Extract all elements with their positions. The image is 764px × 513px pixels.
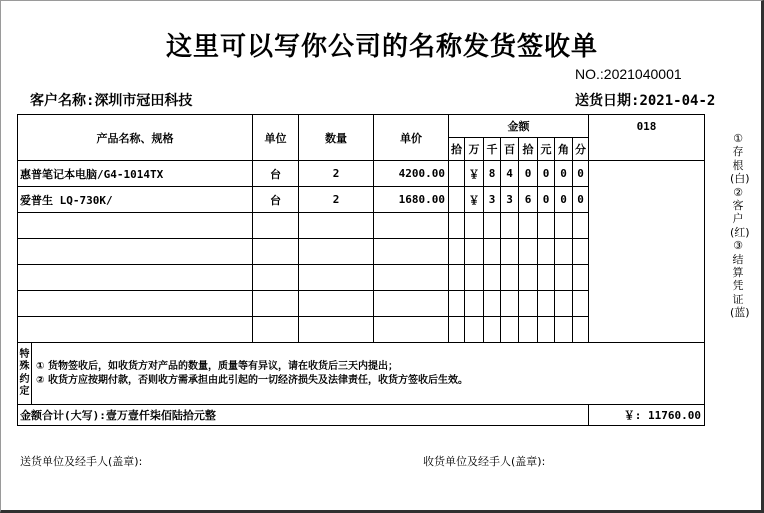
- code-cell: 018: [589, 115, 705, 161]
- amount-digit-cell: [501, 213, 519, 239]
- price-cell: 1680.00: [374, 187, 449, 213]
- amount-digit-cell: 0: [573, 161, 589, 187]
- amount-digit-cell: [538, 291, 555, 317]
- amount-digit-cell: 0: [555, 187, 573, 213]
- amount-digit-cell: [555, 317, 573, 343]
- amount-digit-cell: [573, 213, 589, 239]
- amount-digit-cell: [449, 317, 465, 343]
- col-header-qty: 数量: [299, 115, 374, 161]
- qty-cell: [299, 317, 374, 343]
- price-cell: [374, 317, 449, 343]
- receiver-signature: 收货单位及经手人(盖章):: [423, 455, 546, 468]
- amount-digit-cell: [555, 239, 573, 265]
- amount-digit-cell: [484, 291, 501, 317]
- amount-digit-cell: [538, 317, 555, 343]
- price-cell: [374, 213, 449, 239]
- amount-digit-cell: [519, 291, 538, 317]
- special-terms-cell: [18, 343, 705, 405]
- amount-digit-cell: 0: [538, 187, 555, 213]
- qty-cell: [299, 291, 374, 317]
- qty-cell: [299, 239, 374, 265]
- header-row: [18, 115, 705, 138]
- amount-digit-cell: [555, 291, 573, 317]
- amount-digit-cell: [484, 213, 501, 239]
- amount-digit-cell: [484, 239, 501, 265]
- amount-digit-cell: [449, 239, 465, 265]
- amount-digit-cell: [555, 213, 573, 239]
- amount-digit-cell: [501, 265, 519, 291]
- table-row: [18, 161, 705, 187]
- amount-digit-cell: 4: [501, 161, 519, 187]
- ship-date: [575, 90, 715, 110]
- digit-header: 元: [538, 138, 555, 161]
- total-amount-value: ￥: 11760.00: [589, 405, 705, 426]
- unit-cell: [253, 291, 299, 317]
- product-cell: [18, 317, 253, 343]
- ship-date-value: 2021-04-2: [639, 93, 716, 109]
- special-term-line: ② 收货方应按期付款，否则收方需承担由此引起的一切经济损失及法律责任，收货方签收后生效。: [36, 374, 468, 386]
- digit-header: 角: [555, 138, 573, 161]
- unit-cell: [253, 213, 299, 239]
- amount-digit-cell: [519, 213, 538, 239]
- amount-digit-cell: [449, 161, 465, 187]
- amount-digit-cell: [538, 213, 555, 239]
- amount-digit-cell: [449, 265, 465, 291]
- amount-digit-cell: [573, 239, 589, 265]
- special-terms-label: 特殊约定: [18, 343, 32, 404]
- amount-digit-cell: ￥: [465, 187, 484, 213]
- amount-digit-cell: [573, 317, 589, 343]
- price-cell: [374, 239, 449, 265]
- side-blank-cell: [589, 161, 705, 343]
- digit-header: 分: [573, 138, 589, 161]
- col-header-unit: 单位: [253, 115, 299, 161]
- amount-digit-cell: [484, 317, 501, 343]
- amount-digit-cell: 6: [519, 187, 538, 213]
- product-cell: [18, 213, 253, 239]
- amount-digit-cell: 0: [555, 161, 573, 187]
- amount-digit-cell: [465, 239, 484, 265]
- unit-cell: [253, 317, 299, 343]
- col-header-amount: 金额: [449, 115, 589, 138]
- qty-cell: [299, 213, 374, 239]
- amount-digit-cell: [449, 291, 465, 317]
- product-cell: [18, 291, 253, 317]
- qty-cell: 2: [299, 161, 374, 187]
- amount-digit-cell: [449, 213, 465, 239]
- amount-digit-cell: [519, 317, 538, 343]
- digit-header: 拾: [449, 138, 465, 161]
- amount-digit-cell: [519, 239, 538, 265]
- amount-digit-cell: [501, 317, 519, 343]
- amount-digit-cell: [573, 265, 589, 291]
- amount-digit-cell: [501, 239, 519, 265]
- amount-digit-cell: 8: [484, 161, 501, 187]
- amount-digit-cell: [519, 265, 538, 291]
- delivery-table: [17, 114, 705, 426]
- col-header-price: 单价: [374, 115, 449, 161]
- unit-cell: [253, 239, 299, 265]
- special-term-line: ① 货物签收后，如收货方对产品的数量，质量等有异议，请在收货后三天内提出；: [36, 360, 398, 372]
- amount-digit-cell: [538, 239, 555, 265]
- amount-digit-cell: [538, 265, 555, 291]
- total-amount-words: 金额合计(大写):壹万壹仟柒佰陆拾元整: [18, 405, 589, 426]
- unit-cell: 台: [253, 161, 299, 187]
- customer-label: 客户名称:: [30, 93, 95, 109]
- order-number: NO.:2021040001: [575, 66, 682, 82]
- product-cell: [18, 239, 253, 265]
- product-cell: [18, 265, 253, 291]
- document-title: 这里可以写你公司的名称发货签收单: [165, 32, 598, 62]
- amount-digit-cell: 3: [501, 187, 519, 213]
- digit-header: 拾: [519, 138, 538, 161]
- customer-value: 深圳市冠田科技: [94, 93, 193, 109]
- special-terms-text: [32, 343, 704, 404]
- amount-digit-cell: ￥: [465, 161, 484, 187]
- amount-digit-cell: [449, 187, 465, 213]
- amount-digit-cell: [465, 265, 484, 291]
- price-cell: [374, 291, 449, 317]
- customer-name: [30, 90, 192, 110]
- amount-digit-cell: [484, 265, 501, 291]
- digit-header: 千: [484, 138, 501, 161]
- col-header-product: 产品名称、规格: [18, 115, 253, 161]
- amount-digit-cell: 3: [484, 187, 501, 213]
- product-cell: 爱普生 LQ-730K/: [18, 187, 253, 213]
- amount-digit-cell: 0: [573, 187, 589, 213]
- product-cell: 惠普笔记本电脑/G4-1014TX: [18, 161, 253, 187]
- price-cell: 4200.00: [374, 161, 449, 187]
- digit-header: 百: [501, 138, 519, 161]
- digit-header: 万: [465, 138, 484, 161]
- amount-digit-cell: [465, 213, 484, 239]
- unit-cell: [253, 265, 299, 291]
- amount-digit-cell: [465, 291, 484, 317]
- amount-digit-cell: [555, 265, 573, 291]
- amount-digit-cell: [501, 291, 519, 317]
- amount-digit-cell: [573, 291, 589, 317]
- ship-date-label: 送货日期:: [575, 93, 640, 109]
- qty-cell: [299, 265, 374, 291]
- total-row: [18, 405, 705, 426]
- amount-digit-cell: 0: [538, 161, 555, 187]
- copy-distribution-label: ①存根(白)②客户(红)③结算凭证(蓝): [730, 132, 750, 320]
- amount-digit-cell: [465, 317, 484, 343]
- price-cell: [374, 265, 449, 291]
- special-terms-row: [18, 343, 705, 405]
- amount-digit-cell: 0: [519, 161, 538, 187]
- sender-signature: 送货单位及经手人(盖章):: [20, 455, 143, 468]
- unit-cell: 台: [253, 187, 299, 213]
- qty-cell: 2: [299, 187, 374, 213]
